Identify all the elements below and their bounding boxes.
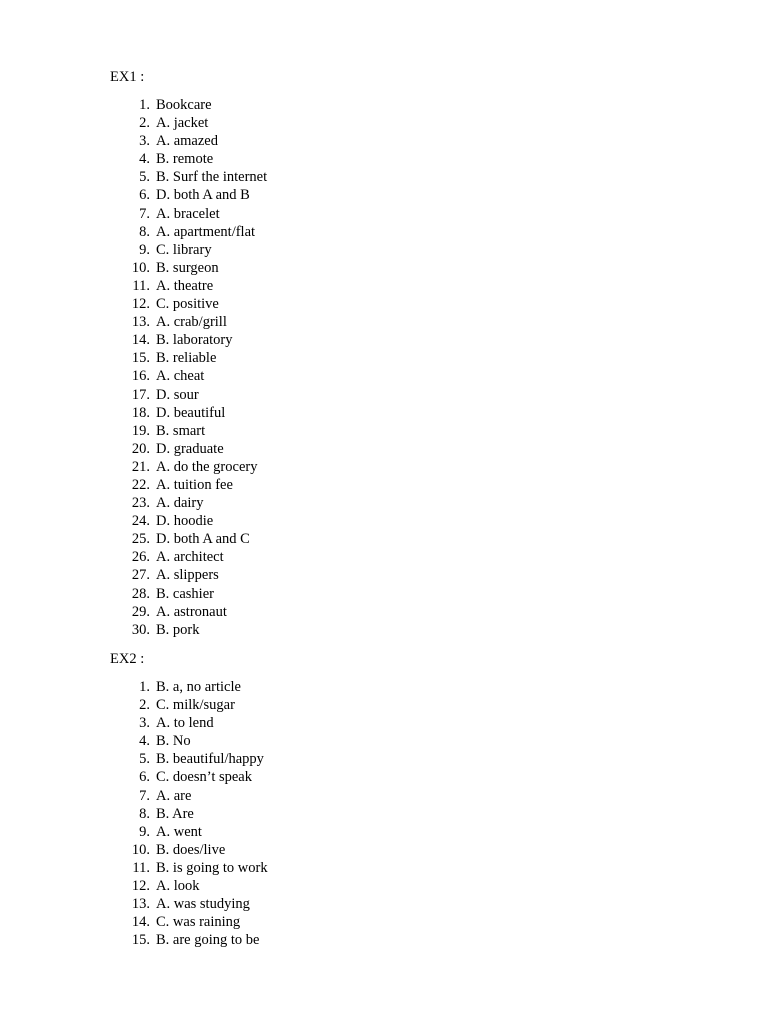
- answer-number: 2.: [139, 115, 150, 132]
- answer-number: 6.: [139, 769, 150, 786]
- answer-item: [110, 732, 670, 750]
- answer-number: 11.: [132, 859, 150, 876]
- answer-text: C. was raining: [156, 914, 241, 931]
- answer-text: B. beautiful/happy: [156, 751, 264, 768]
- answer-number: 6.: [139, 187, 150, 204]
- answer-item: [110, 931, 670, 949]
- answer-number: 12.: [131, 878, 150, 895]
- answer-text: D. sour: [156, 386, 199, 403]
- answer-text: A. theatre: [156, 277, 214, 294]
- answer-number: 17.: [131, 386, 150, 403]
- answer-text: D. both A and C: [156, 531, 250, 548]
- answer-text: Bookcare: [156, 97, 212, 113]
- answer-item: [110, 548, 670, 566]
- answer-item: [110, 386, 670, 404]
- exercise-1-answer-list: [110, 96, 670, 639]
- answer-text: B. smart: [156, 422, 206, 439]
- answer-number: 1.: [139, 97, 150, 113]
- answer-number: 22.: [131, 476, 150, 493]
- answer-number: 5.: [139, 751, 150, 768]
- answer-item: [110, 476, 670, 494]
- answer-text: B. laboratory: [156, 332, 233, 349]
- answer-number: 3.: [139, 133, 150, 150]
- answer-item: [110, 458, 670, 476]
- answer-text: C. library: [156, 241, 212, 258]
- answer-number: 7.: [139, 205, 150, 222]
- answer-text: D. hoodie: [156, 513, 214, 530]
- answer-number: 3.: [139, 715, 150, 732]
- answer-item: [110, 277, 670, 295]
- answer-item: [110, 440, 670, 458]
- answer-item: [110, 114, 670, 132]
- answer-item: [110, 313, 670, 331]
- answer-number: 20.: [131, 440, 150, 457]
- answer-text: B. a, no article: [156, 679, 241, 695]
- answer-text: A. amazed: [156, 133, 218, 150]
- answer-number: 27.: [131, 567, 150, 584]
- answer-number: 10.: [131, 259, 150, 276]
- answer-number: 5.: [139, 169, 150, 186]
- answer-number: 13.: [131, 314, 150, 331]
- answer-item: [110, 295, 670, 313]
- answer-number: 26.: [131, 549, 150, 566]
- answer-number: 23.: [131, 495, 150, 512]
- answer-text: A. crab/grill: [156, 314, 227, 331]
- answer-text: C. doesn’t speak: [156, 769, 252, 786]
- answer-text: B. is going to work: [156, 859, 268, 876]
- answer-number: 25.: [131, 531, 150, 548]
- answer-text: D. both A and B: [156, 187, 250, 204]
- answer-text: A. astronaut: [156, 603, 227, 620]
- answer-text: A. went: [156, 823, 202, 840]
- answer-number: 29.: [131, 603, 150, 620]
- answer-number: 15.: [131, 932, 150, 949]
- answer-number: 30.: [131, 621, 150, 638]
- answer-text: B. does/live: [156, 841, 226, 858]
- answer-item: [110, 422, 670, 440]
- answer-text: C. milk/sugar: [156, 697, 235, 714]
- answer-number: 4.: [139, 733, 150, 750]
- answer-text: A. architect: [156, 549, 224, 566]
- answer-item: [110, 714, 670, 732]
- answer-text: A. do the grocery: [156, 458, 258, 475]
- exercise-2-title: EX2 :: [110, 651, 145, 667]
- answer-item: [110, 603, 670, 621]
- answer-number: 1.: [139, 679, 150, 695]
- answer-text: B. remote: [156, 151, 214, 168]
- answer-item: [110, 895, 670, 913]
- answer-item: [110, 787, 670, 805]
- answer-item: [110, 349, 670, 367]
- answer-text: A. dairy: [156, 495, 204, 512]
- answer-item: [110, 805, 670, 823]
- answer-item: [110, 205, 670, 223]
- answer-number: 28.: [131, 585, 150, 602]
- answer-text: A. tuition fee: [156, 476, 233, 493]
- answer-number: 14.: [131, 914, 150, 931]
- answer-item: [110, 259, 670, 277]
- answer-text: B. Are: [156, 805, 194, 822]
- answer-number: 9.: [139, 823, 150, 840]
- answer-number: 2.: [139, 697, 150, 714]
- answer-text: A. was studying: [156, 896, 250, 913]
- answer-text: A. to lend: [156, 715, 214, 732]
- exercise-1-title: EX1 :: [110, 69, 145, 85]
- answer-item: [110, 913, 670, 931]
- answer-item: [110, 241, 670, 259]
- answer-number: 21.: [131, 458, 150, 475]
- answer-item: [110, 367, 670, 385]
- answer-text: A. are: [156, 787, 192, 804]
- answer-item: [110, 696, 670, 714]
- answer-item: [110, 96, 670, 114]
- exercise-2-answer-list: [110, 678, 670, 949]
- answer-text: B. cashier: [156, 585, 214, 602]
- answer-text: B. are going to be: [156, 932, 260, 949]
- answer-text: B. No: [156, 733, 191, 750]
- answer-number: 19.: [131, 422, 150, 439]
- answer-text: A. slippers: [156, 567, 219, 584]
- answer-number: 15.: [131, 350, 150, 367]
- answer-item: [110, 566, 670, 584]
- answer-item: [110, 877, 670, 895]
- answer-text: A. look: [156, 878, 200, 895]
- answer-text: A. cheat: [156, 368, 205, 385]
- answer-text: A. jacket: [156, 115, 209, 132]
- answer-item: [110, 768, 670, 786]
- exercise-1-section: [110, 68, 670, 639]
- answer-item: [110, 168, 670, 186]
- answer-number: 18.: [131, 404, 150, 421]
- answer-number: 10.: [131, 841, 150, 858]
- answer-item: [110, 494, 670, 512]
- answer-number: 7.: [139, 787, 150, 804]
- answer-number: 12.: [131, 296, 150, 313]
- answer-item: [110, 132, 670, 150]
- answer-item: [110, 331, 670, 349]
- answer-item: [110, 621, 670, 639]
- answer-item: [110, 823, 670, 841]
- answer-number: 8.: [139, 223, 150, 240]
- answer-number: 9.: [139, 241, 150, 258]
- answer-number: 13.: [131, 896, 150, 913]
- answer-number: 24.: [131, 513, 150, 530]
- answer-item: [110, 585, 670, 603]
- answer-text: B. reliable: [156, 350, 217, 367]
- exercise-2-section: [110, 650, 670, 949]
- answer-text: D. beautiful: [156, 404, 226, 421]
- answer-item: [110, 404, 670, 422]
- answer-number: 16.: [131, 368, 150, 385]
- answer-item: [110, 186, 670, 204]
- answer-number: 8.: [139, 805, 150, 822]
- answer-item: [110, 150, 670, 168]
- answer-item: [110, 859, 670, 877]
- answer-item: [110, 512, 670, 530]
- answer-text: A. bracelet: [156, 205, 220, 222]
- answer-text: C. positive: [156, 296, 219, 313]
- answer-number: 11.: [132, 277, 150, 294]
- answer-item: [110, 530, 670, 548]
- answer-item: [110, 678, 670, 696]
- answer-number: 4.: [139, 151, 150, 168]
- answer-text: B. Surf the internet: [156, 169, 268, 186]
- answer-text: B. pork: [156, 621, 200, 638]
- answer-item: [110, 841, 670, 859]
- answer-item: [110, 223, 670, 241]
- answer-text: D. graduate: [156, 440, 224, 457]
- answer-text: A. apartment/flat: [156, 223, 256, 240]
- answer-number: 14.: [131, 332, 150, 349]
- answer-text: B. surgeon: [156, 259, 219, 276]
- answer-item: [110, 750, 670, 768]
